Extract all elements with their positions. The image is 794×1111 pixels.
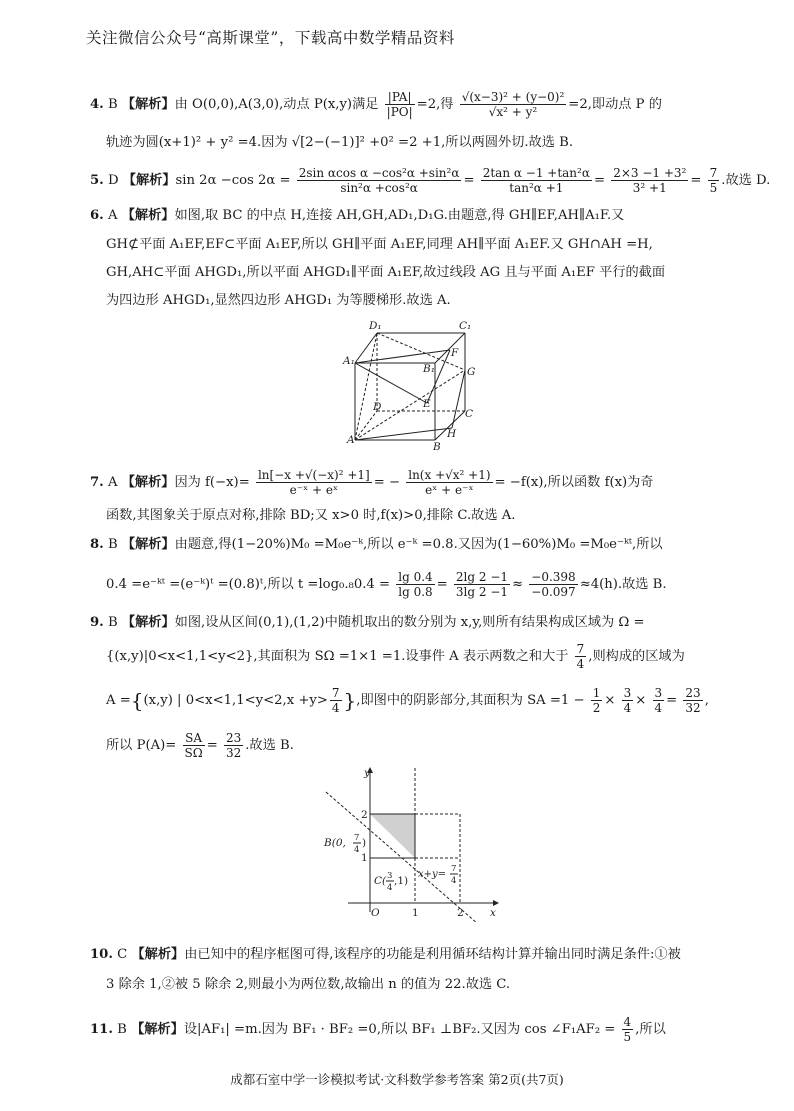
fraction: $\frac{2\lg 2 -1}{3\lg 2 -1}$	[455, 570, 509, 599]
fraction: $\frac{|PA|}{|PO|}$	[386, 90, 413, 119]
x-tick-2: 2	[457, 907, 464, 919]
analysis-tag: 【解析】	[121, 475, 175, 490]
text: 如图,取 BC 的中点 H,连接 AH,GH,AD₁,D₁G.由题意,得 GH∥EF,AH∥A₁F.又	[174, 208, 625, 223]
answer: B	[117, 1022, 127, 1037]
cube-figure	[335, 318, 485, 453]
text: ,即图中的阴影部分,其面积为 SA =1 −	[356, 693, 585, 708]
q-number: 6.	[90, 208, 104, 223]
analysis-tag: 【解析】	[121, 208, 175, 223]
q-number: 4.	[90, 97, 104, 112]
analysis-tag: 【解析】	[131, 1022, 184, 1037]
text: 如图,设从区间(0,1),(1,2)中随机取出的数分别为 x,y,则所有结果构成区域为 Ω =	[174, 615, 645, 630]
text: {(x,y)|0<x<1,1<y<2},其面积为 SΩ =1×1 =1.设事件 A 表示两数之和大于	[106, 649, 569, 664]
line-num: 7	[451, 864, 457, 874]
text: =2,得	[416, 97, 454, 112]
analysis-tag: 【解析】	[131, 947, 185, 962]
fraction: $\frac{\text{2tan α −1 +tan²α}}{\text{tan²α +1}}$	[482, 166, 590, 195]
point-C-num: 3	[387, 871, 393, 881]
line-den: 4	[451, 876, 457, 886]
fraction: $\frac{-0.398}{-0.097}$	[531, 570, 576, 599]
fraction: $\frac{23}{32}$	[225, 731, 242, 760]
x-axis-label: x	[490, 907, 496, 919]
fraction: $\frac{\text{2sin αcos α −cos²α +sin²α}}{\text{sin²α +cos²α}}$	[298, 166, 460, 195]
q4-line1	[90, 90, 720, 119]
label-B: B	[433, 441, 441, 453]
q9-line1	[90, 614, 720, 632]
fraction: $\frac{\text{√(x−3)² + (y−0)²}}{\text{√x² + y²}}$	[461, 90, 565, 119]
q11-line1	[90, 1015, 720, 1044]
text: A =	[106, 693, 131, 708]
q6-line1	[90, 207, 720, 225]
q-number: 7.	[90, 475, 104, 490]
label-B1: B₁	[423, 363, 435, 375]
point-B-den: 4	[354, 845, 360, 855]
q-number: 5.	[90, 173, 104, 188]
text: 由题意,得(1−20%)M₀ =M₀e⁻ᵏ,所以 e⁻ᵏ =0.8.又因为(1−60%)M₀ =M₀e⁻ᵏᵗ,所以	[174, 537, 663, 552]
q-number: 10.	[90, 947, 113, 962]
page-header: 关注微信公众号“高斯课堂”，下载高中数学精品资料	[86, 29, 455, 47]
fraction: $\frac{SA}{S\Omega}$	[184, 731, 203, 760]
text: .故选 B.	[245, 738, 294, 753]
point-B-label: B(0,	[324, 837, 346, 849]
q8-line1	[90, 536, 720, 554]
label-G: G	[467, 366, 476, 378]
x-tick-1: 1	[412, 907, 419, 919]
analysis-tag: 【解析】	[121, 615, 175, 630]
fraction: $\frac{1}{2}$	[592, 686, 601, 715]
q9-line3: A ={(x,y) | 0<x<1,1<y<2,x +y> $\frac{7}{4}$ },即图中的阴影部分,其面积为 SA =1 − $\frac{1}{2}$ × $\frac{3}{4}$ × $\frac{3}{4}$ = $\frac{23}{32}$ ,	[106, 686, 709, 715]
label-F: F	[451, 347, 459, 359]
label-E: E	[423, 398, 431, 410]
q10-line1	[90, 946, 720, 964]
region-graph	[318, 762, 508, 922]
q-number: 8.	[90, 537, 104, 552]
answer: A	[107, 475, 118, 490]
y-axis-label: y	[364, 767, 370, 779]
answer: D	[107, 173, 119, 188]
text: 由已知中的程序框图可得,该程序的功能是利用循环结构计算并输出同时满足条件:①被	[184, 947, 681, 962]
point-C-label: C(	[374, 875, 387, 887]
fraction: $\frac{7}{4}$	[576, 642, 585, 671]
fraction: $\frac{\text{ln(x +√x² +1)}}{\text{eˣ + e⁻ˣ}}$	[408, 468, 491, 497]
q-number: 11.	[90, 1022, 113, 1037]
answer: B	[107, 97, 118, 112]
text: = −f(x),所以函数 f(x)为奇	[494, 475, 654, 490]
label-C: C	[465, 408, 474, 420]
q4-line2: 轨迹为圆(x+1)² + y² =4.因为 √[2−(−1)]² +0² =2 +1,所以两圆外切.故选 B.	[106, 135, 574, 150]
label-A: A	[347, 434, 355, 446]
q6-line3: GH,AH⊂平面 AHGD₁,所以平面 AHGD₁∥平面 A₁EF,故过线段 AG 且与平面 A₁EF 平行的截面	[106, 265, 666, 280]
answer: B	[107, 537, 118, 552]
point-C-den: 4	[387, 883, 393, 893]
text: ≈4(h).故选 B.	[579, 577, 667, 592]
point-B-num: 7	[354, 833, 360, 843]
text: ,则构成的区域为	[588, 649, 685, 664]
label-D1: D₁	[369, 320, 382, 332]
label-H: H	[447, 428, 457, 440]
answer: C	[117, 947, 128, 962]
page-footer: 成都石室中学一诊模拟考试·文科数学参考答案 第2页(共7页)	[230, 1072, 564, 1087]
line-label: x+y=	[418, 869, 447, 880]
fraction: $\frac{7}{4}$	[331, 686, 340, 715]
text: sin 2α −cos 2α =	[175, 173, 291, 188]
text: =2,即动点 P 的	[568, 97, 662, 112]
text: 因为 f(−x)=	[174, 475, 250, 490]
answer: A	[107, 208, 118, 223]
fraction: $\frac{3}{4}$	[623, 686, 632, 715]
text: = −	[373, 475, 401, 490]
q10-line2: 3 除余 1,②被 5 除余 2,则最小为两位数,故输出 n 的值为 22.故选 C.	[106, 977, 511, 992]
fraction: $\frac{\text{ln[−x +√(−x)² +1]}}{\text{e⁻ˣ + eˣ}}$	[257, 468, 370, 497]
label-C1: C₁	[459, 320, 472, 332]
q5-line1: 5. D 【解析】sin 2α −cos 2α = $\frac{\text{2sin αcos α −cos²α +sin²α}}{\text{sin²α +cos²α}}$ = $\frac{\text{2tan α −1 +tan²α}}{\text{tan²α +1}}$ = $\frac{\text{2×3 −1 +3²}}{\text{3² +1}}$ = $\frac{7}{5}$ .故选 D.	[90, 166, 771, 195]
analysis-tag: 【解析】	[121, 97, 175, 112]
origin-label: O	[371, 907, 380, 919]
y-tick-1: 1	[361, 852, 368, 864]
q8-line2: 0.4 =e⁻ᵏᵗ =(e⁻ᵏ)ᵗ =(0.8)ᵗ,所以 t =log₀.₈0.4 = $\frac{\lg 0.4}{\lg 0.8}$ = $\frac{2\lg 2 -1}{3\lg 2 -1}$ ≈ $\frac{-0.398}{-0.097}$ ≈4(h).故选 B.	[106, 570, 667, 599]
fraction: $\frac{23}{32}$	[685, 686, 701, 715]
answer: B	[107, 615, 118, 630]
fraction: $\frac{\text{2×3 −1 +3²}}{\text{3² +1}}$	[613, 166, 687, 195]
q6-line4: 为四边形 AHGD₁,显然四边形 AHGD₁ 为等腰梯形.故选 A.	[106, 293, 451, 308]
q-number: 9.	[90, 615, 104, 630]
fraction: $\frac{3}{4}$	[654, 686, 663, 715]
fraction: $\frac{7}{5}$	[709, 166, 718, 195]
text: 设|AF₁| =m.因为 BF₁ · BF₂ =0,所以 BF₁ ⊥BF₂.又因为 cos ∠F₁AF₂ =	[183, 1022, 616, 1037]
fraction: $\frac{4}{5}$	[623, 1015, 632, 1044]
text: .故选 D.	[721, 173, 771, 188]
text: 所以 P(A)=	[106, 738, 177, 753]
q7-line1	[90, 468, 720, 497]
analysis-tag: 【解析】	[122, 173, 176, 188]
y-tick-2: 2	[361, 809, 368, 821]
analysis-tag: 【解析】	[121, 537, 175, 552]
q7-line2: 函数,其图象关于原点对称,排除 BD;又 x>0 时,f(x)>0,排除 C.故选 A.	[106, 508, 516, 523]
text: 0.4 =e⁻ᵏᵗ =(e⁻ᵏ)ᵗ =(0.8)ᵗ,所以 t =log₀.₈0.4 =	[106, 577, 391, 592]
label-D: D	[373, 401, 382, 413]
q9-line2	[106, 642, 720, 671]
text: 由 O(0,0),A(3,0),动点 P(x,y)满足	[174, 97, 379, 112]
text: ,所以	[635, 1022, 666, 1037]
fraction: $\frac{\lg 0.4}{\lg 0.8}$	[398, 570, 433, 599]
label-A1: A₁	[343, 355, 355, 367]
point-C-rest: ,1)	[394, 875, 409, 887]
q9-line4: 所以 P(A)= $\frac{SA}{S\Omega}$ = $\frac{23}{32}$ .故选 B.	[106, 731, 294, 760]
point-B-close: )	[362, 837, 367, 849]
q6-line2: GH⊄平面 A₁EF,EF⊂平面 A₁EF,所以 GH∥平面 A₁EF,同理 AH∥平面 A₁EF.又 GH∩AH =H,	[106, 237, 653, 252]
set-text: (x,y) | 0<x<1,1<y<2,x +y>	[143, 693, 328, 708]
